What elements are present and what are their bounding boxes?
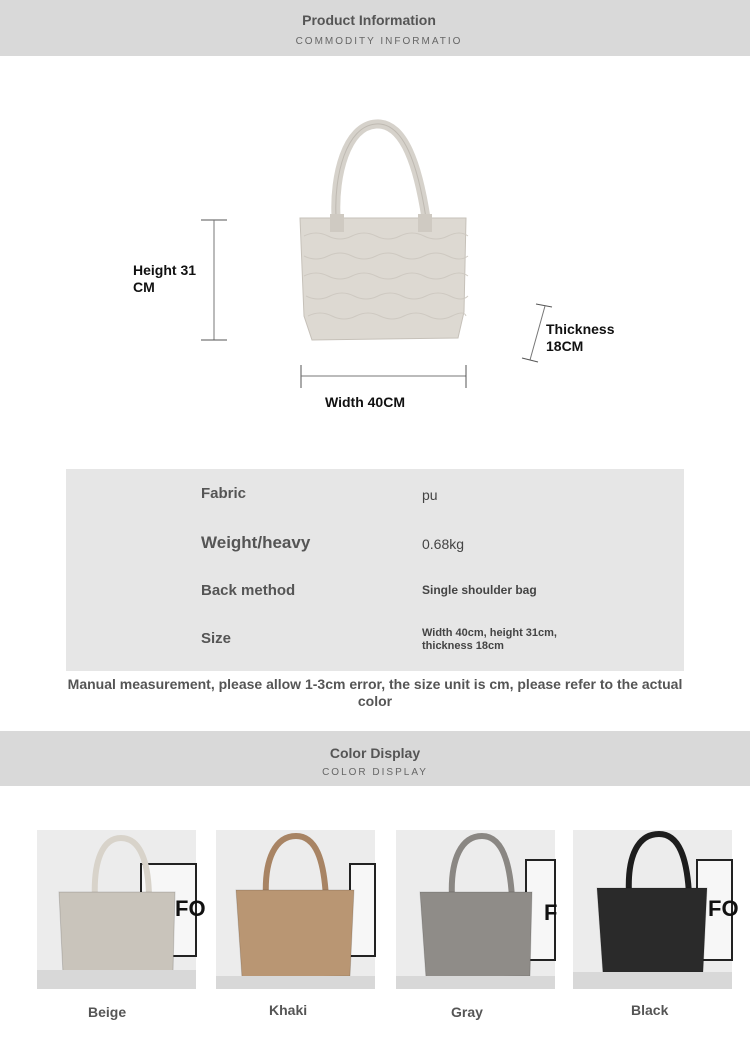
bag-photo-gray bbox=[396, 830, 558, 989]
svg-text:FO: FO bbox=[708, 896, 739, 921]
section-subtitle: COMMODITY INFORMATIO bbox=[295, 36, 463, 47]
color-display-header bbox=[0, 731, 750, 786]
height-measure-line bbox=[198, 218, 230, 344]
product-image bbox=[286, 116, 476, 351]
measurement-note: Manual measurement, please allow 1-3cm error, the size unit is cm, please refer to the actual color bbox=[67, 676, 683, 709]
spec-table bbox=[66, 469, 684, 671]
color-label-beige: Beige bbox=[88, 1004, 127, 1020]
spec-label: Back method bbox=[201, 582, 296, 599]
svg-text:FO: FO bbox=[175, 896, 206, 921]
spec-value: Single shoulder bag bbox=[422, 583, 537, 597]
thickness-label: Thickness 18CM bbox=[546, 321, 615, 354]
color-swatch-gray[interactable] bbox=[396, 830, 558, 989]
section-title: Color Display bbox=[329, 745, 421, 761]
color-swatch-khaki[interactable] bbox=[216, 830, 375, 989]
color-swatch-beige[interactable] bbox=[37, 830, 206, 989]
spec-value: Width 40cm, height 31cm, thickness 18cm bbox=[422, 627, 557, 652]
width-label: Width 40CM bbox=[325, 394, 405, 410]
spec-label: Size bbox=[201, 630, 232, 647]
spec-value: pu bbox=[422, 487, 438, 503]
width-measure-line bbox=[298, 364, 470, 390]
section-title: Product Information bbox=[302, 12, 436, 28]
spec-label: Weight/heavy bbox=[201, 533, 311, 552]
product-information-header bbox=[0, 0, 750, 56]
color-swatch-black[interactable] bbox=[573, 830, 739, 989]
height-label: Height 31 CM bbox=[133, 262, 197, 295]
svg-text:F: F bbox=[544, 900, 558, 925]
spec-value: 0.68kg bbox=[422, 536, 465, 552]
bag-photo-black bbox=[573, 830, 739, 989]
color-label-black: Black bbox=[631, 1002, 669, 1018]
section-subtitle: COLOR DISPLAY bbox=[322, 767, 428, 778]
bag-photo-khaki bbox=[216, 830, 375, 989]
bag-photo-beige bbox=[37, 830, 206, 989]
color-label-gray: Gray bbox=[451, 1004, 483, 1020]
spec-label: Fabric bbox=[201, 485, 247, 502]
color-label-khaki: Khaki bbox=[269, 1002, 308, 1018]
